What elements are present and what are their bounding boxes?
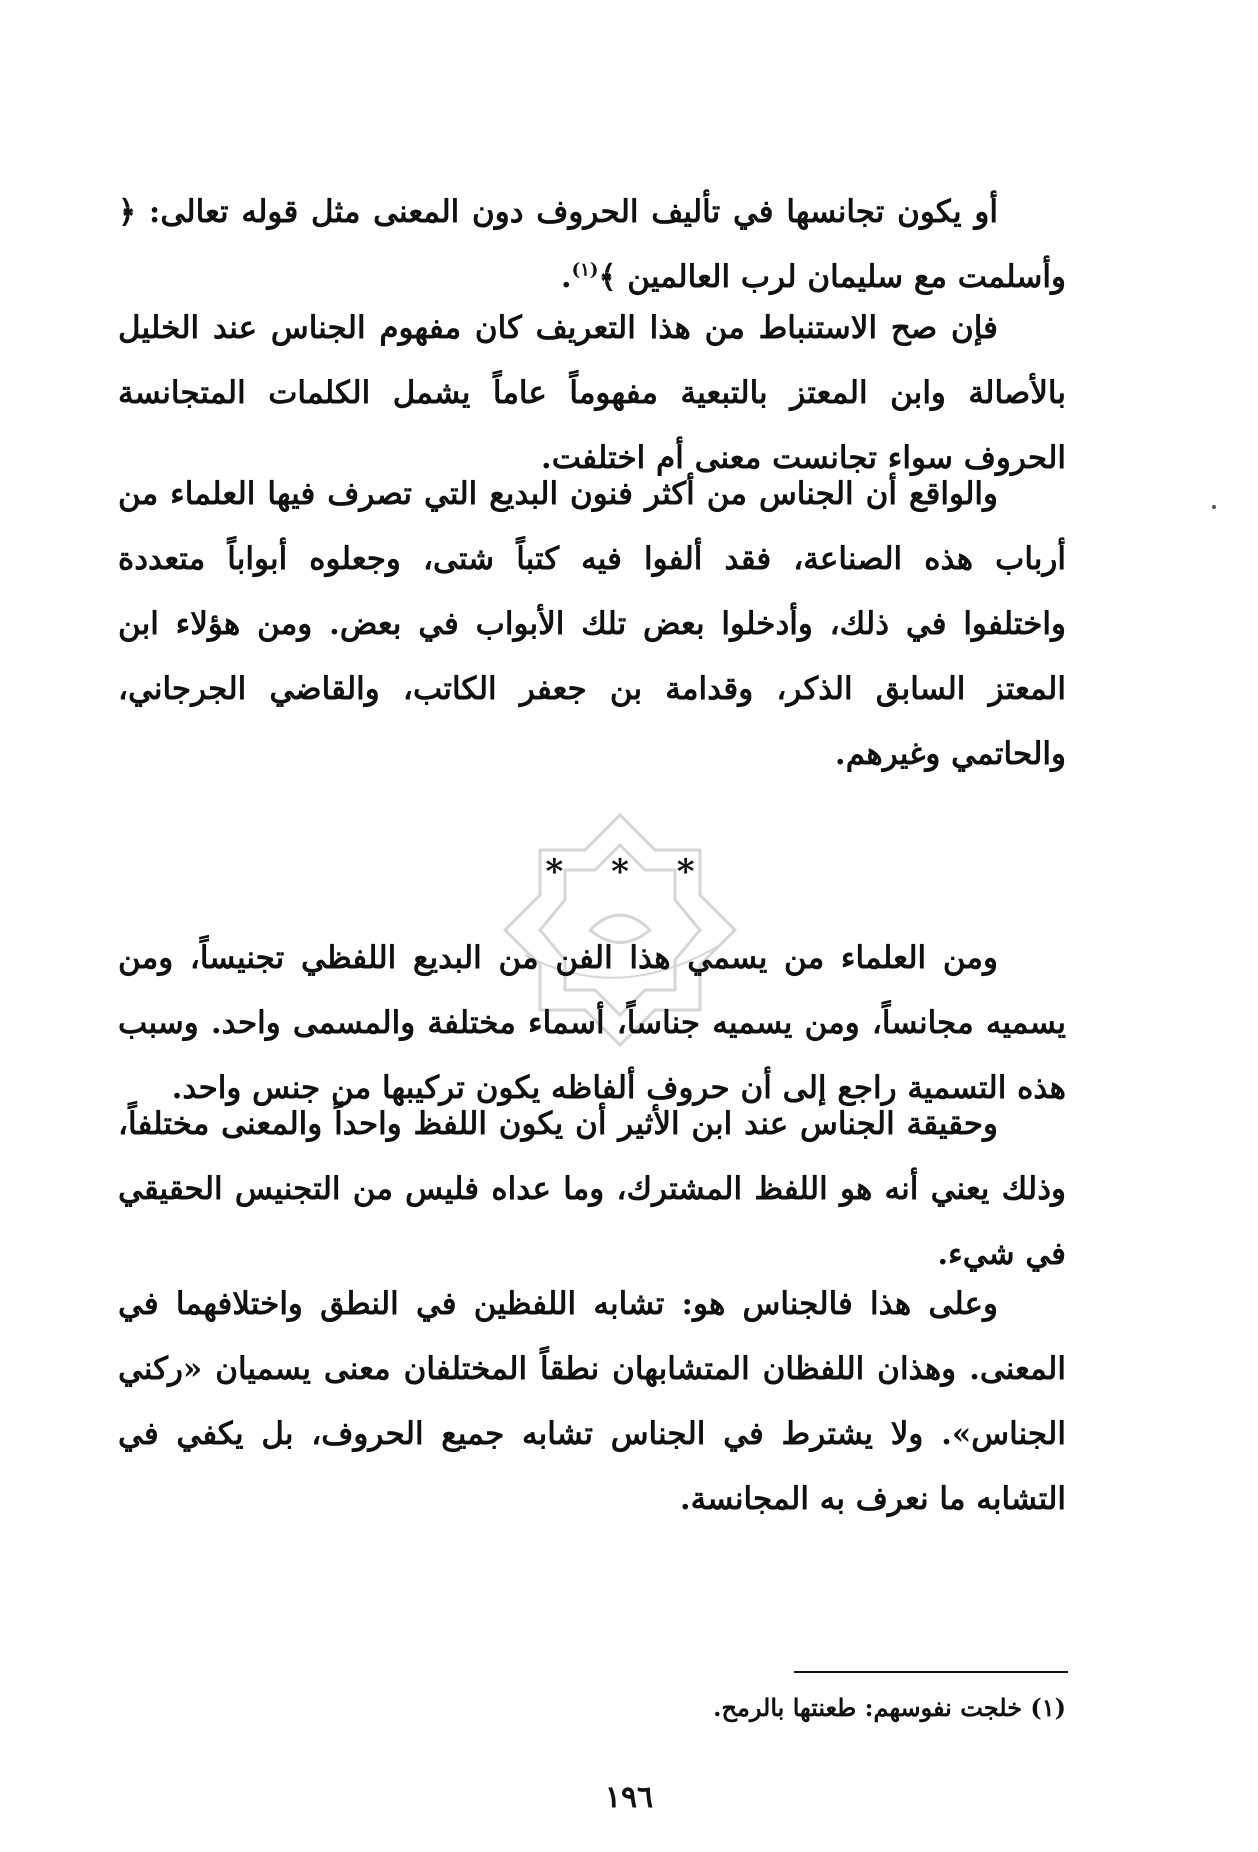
- paragraph-2: فإن صح الاستنباط من هذا التعريف كان مفهوم الجناس عند الخليل بالأصالة وابن المعتز بالتبعية مفهوماً عاماً يشمل الكلمات المتجانسة الحروف سواء تجانست معنى أم اختلفت.: [118, 310, 1066, 476]
- page-number: ١٩٦: [604, 1780, 654, 1815]
- footnote: (١) خلجت نفوسهم: طعنتها بالرمح.: [713, 1693, 1066, 1722]
- footnote-marker: (١): [571, 259, 599, 281]
- paragraph-5: وحقيقة الجناس عند ابن الأثير أن يكون اللفظ واحداً والمعنى مختلفاً، وذلك يعني أنه هو اللفظ المشترك، وما عداه فليس من التجنيس الحقيقي في شيء.: [118, 1106, 1066, 1272]
- paragraph-4: ومن العلماء من يسمي هذا الفن من البديع اللفظي تجنيساً، ومن يسميه مجانساً، ومن يسميه جناساً، أسماء مختلفة والمسمى واحد. وسبب هذه التسمية راجع إلى أن حروف ألفاظه يكون تركيبها من جنس واحد.: [118, 940, 1066, 1106]
- paragraph-6: وعلى هذا فالجناس هو: تشابه اللفظين في النطق واختلافهما في المعنى. وهذان اللفظان المتشابهان نطقاً المختلفان معنى يسميان «ركني الجناس». ولا يشترط في الجناس تشابه جميع الحروف، بل يكفي في التشابه ما نعرف به المجانسة.: [118, 1286, 1066, 1517]
- paragraph-3: والواقع أن الجناس من أكثر فنون البديع التي تصرف فيها العلماء من أرباب هذه الصناعة، فقد ألفوا فيه كتباً شتى، وجعلوه أبواباً متعددة واختلفوا في ذلك، وأدخلوا بعض تلك الأبواب في بعض. ومن هؤلاء ابن المعتز السابق الذكر، وقدامة بن جعفر الكاتب، والقاضي الجرجاني، والحاتمي وغيرهم.: [118, 476, 1066, 772]
- section-separator: * * *: [545, 852, 713, 892]
- footnote-divider: [794, 1671, 1068, 1673]
- paragraph-1-text: أو يكون تجانسها في تأليف الحروف دون المعنى مثل قوله تعالى: ﴿ وأسلمت مع سليمان لرب العالمين ﴾: [118, 194, 1066, 295]
- scan-speck: [1212, 505, 1216, 509]
- paragraph-1: أو يكون تجانسها في تأليف الحروف دون المعنى مثل قوله تعالى: ﴿ وأسلمت مع سليمان لرب العالمين ﴾$^{(١)}$.: [118, 194, 1066, 295]
